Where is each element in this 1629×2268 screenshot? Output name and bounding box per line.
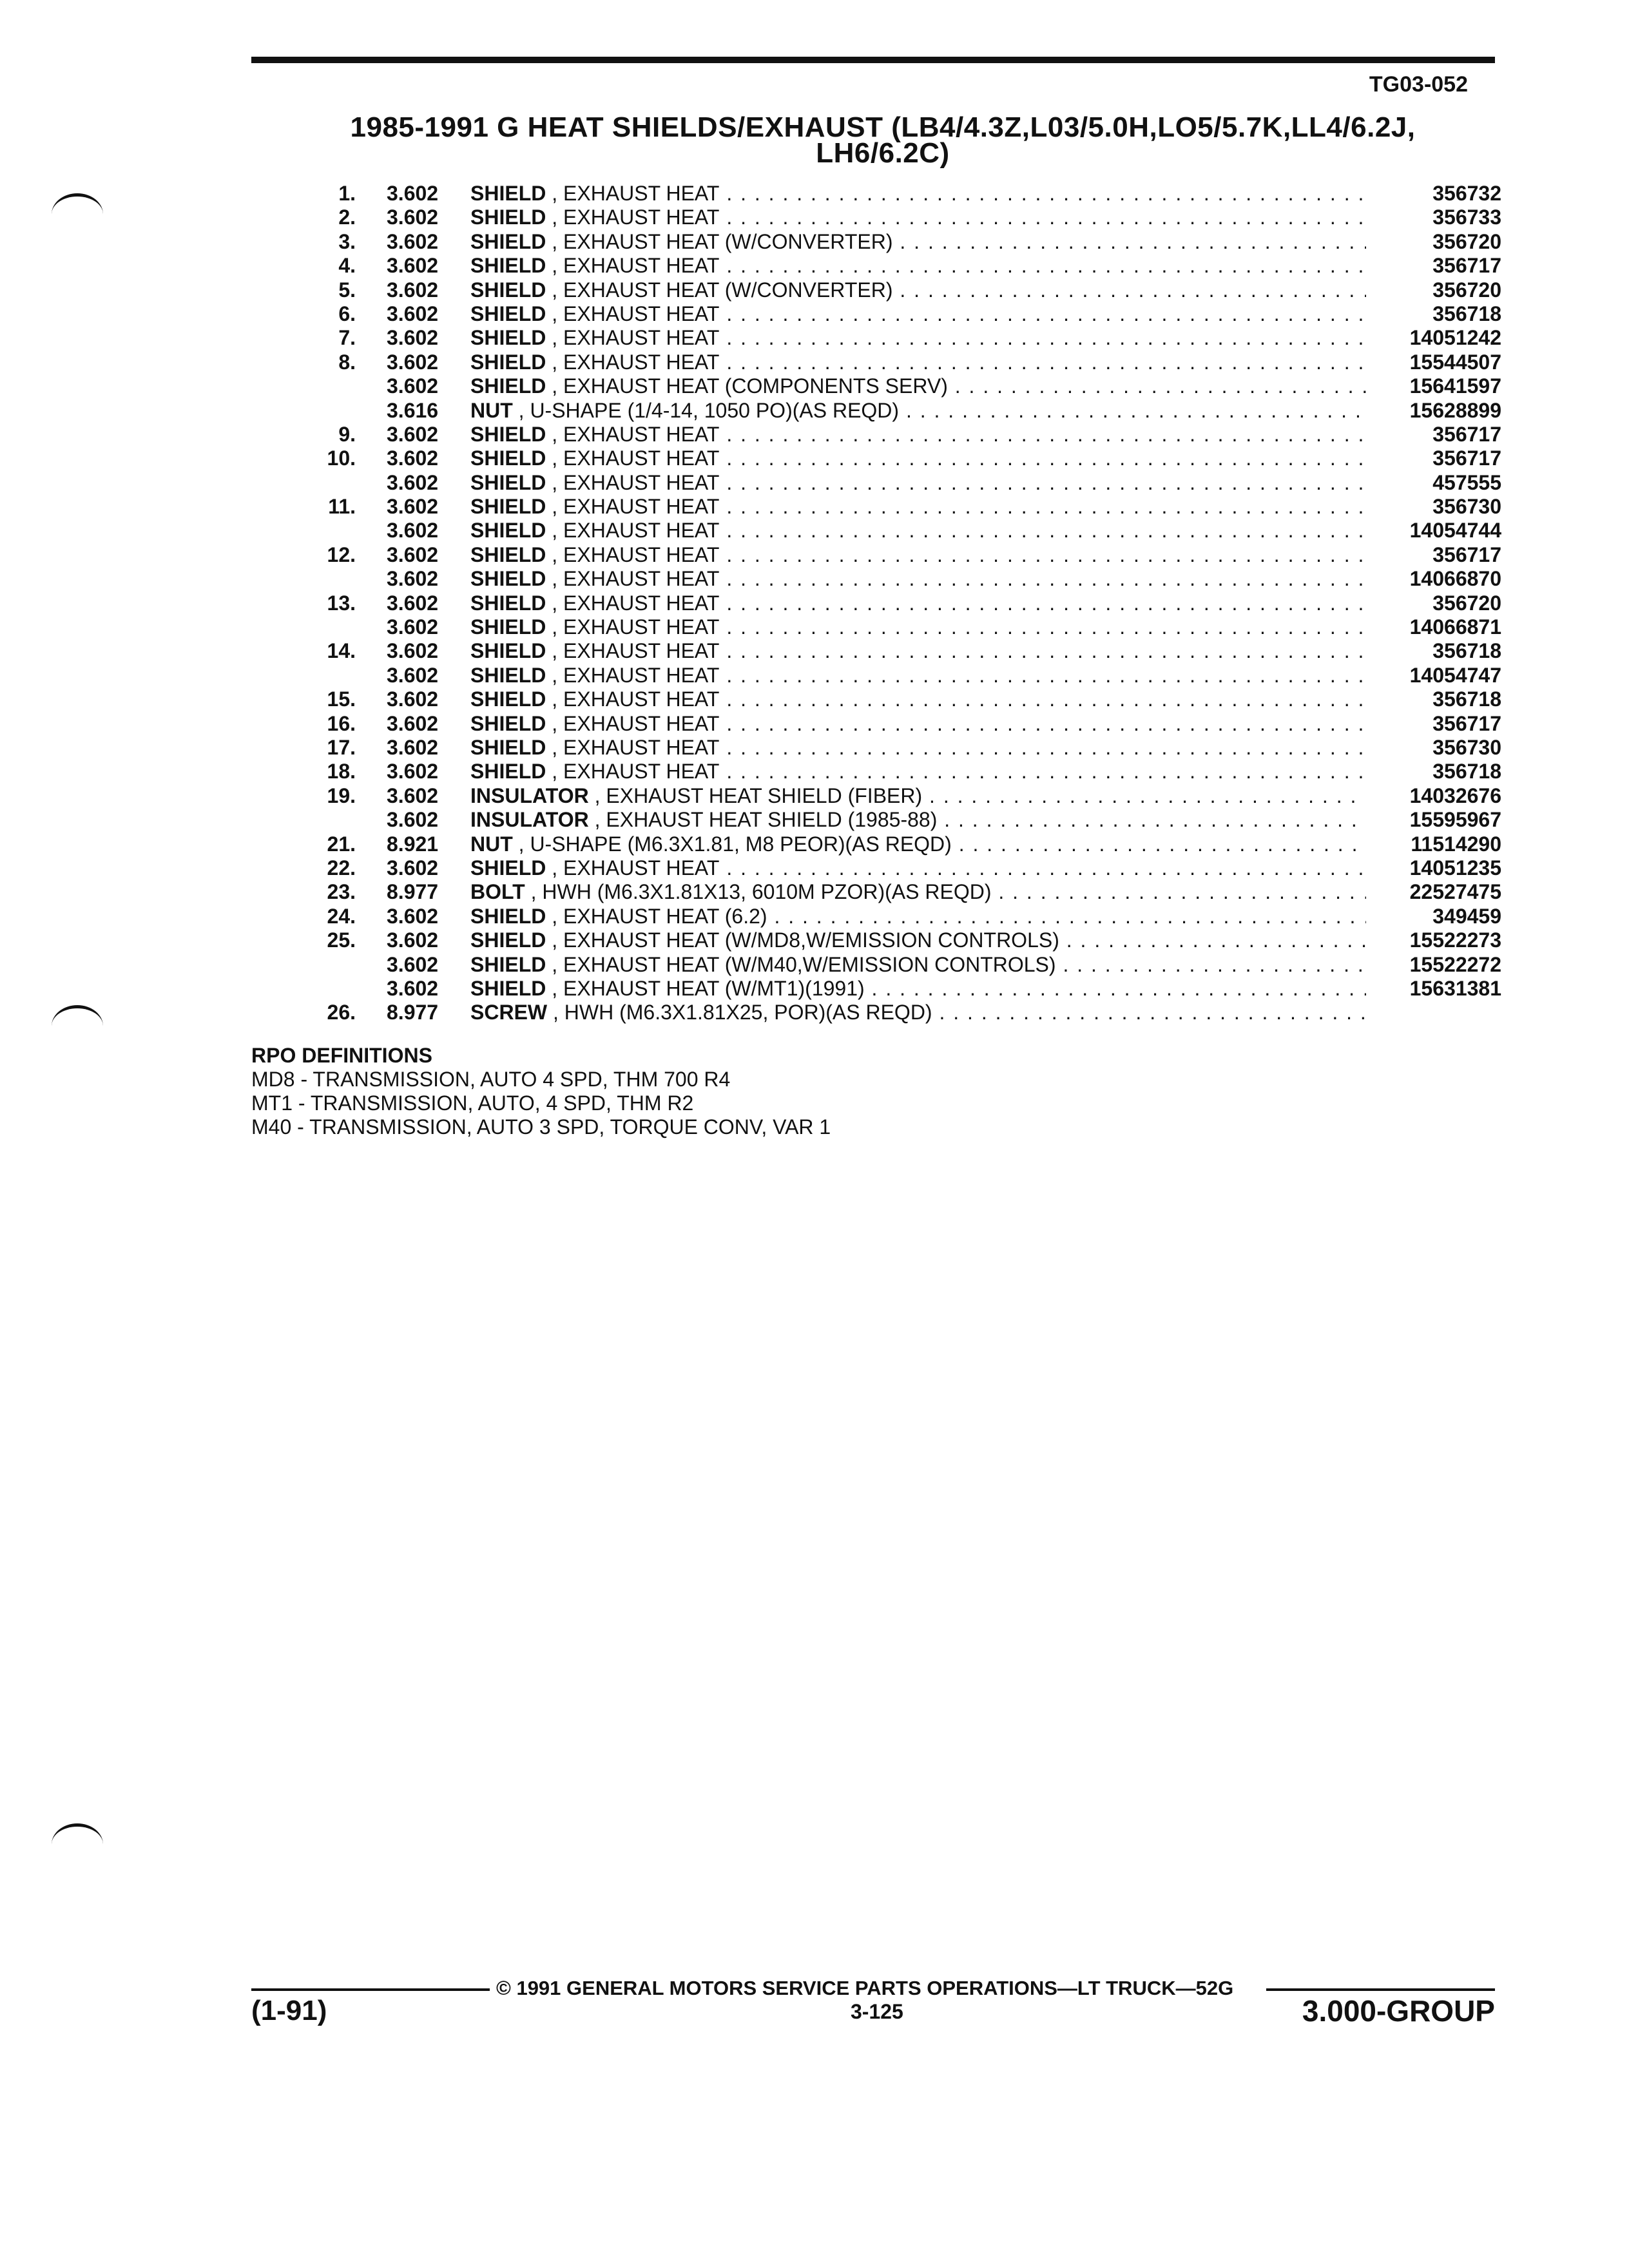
part-row: [316, 856, 1501, 880]
part-description: [470, 639, 1366, 663]
part-description: [470, 254, 1366, 278]
margin-mark: [52, 1823, 103, 1865]
part-row: [316, 784, 1501, 808]
part-detail: , EXHAUST HEAT: [552, 254, 720, 278]
part-name: SHIELD: [470, 519, 546, 543]
group-number: 3.602: [387, 182, 439, 205]
part-description: [470, 374, 1366, 398]
item-number: 16.: [327, 711, 356, 735]
item-number: 5.: [338, 278, 356, 302]
group-number: 3.602: [387, 808, 439, 832]
part-row: [316, 615, 1501, 639]
part-row: [316, 928, 1501, 952]
page-number: 3-125: [851, 2000, 903, 2023]
part-number: 15628899: [1409, 398, 1501, 422]
part-detail: , EXHAUST HEAT (W/M40,W/EMISSION CONTROLS): [552, 952, 1056, 976]
part-description: [470, 760, 1366, 783]
part-number: 356718: [1432, 760, 1501, 783]
part-description: [470, 278, 1366, 302]
part-row: [316, 808, 1501, 832]
part-description: [470, 351, 1366, 374]
top-rule: [251, 57, 1495, 63]
item-number: 18.: [327, 760, 356, 783]
group-number: 3.602: [387, 928, 439, 952]
part-name: SHIELD: [470, 711, 546, 735]
group-number: 3.602: [387, 760, 439, 783]
revision-date: (1-91): [251, 1995, 327, 2026]
group-number: 3.602: [387, 952, 439, 976]
item-number: 7.: [338, 326, 356, 350]
part-detail: , EXHAUST HEAT SHIELD (FIBER): [594, 783, 923, 807]
rpo-definitions: [251, 1044, 831, 1139]
footer-rule-right: [1266, 1988, 1495, 1991]
part-row: [316, 760, 1501, 783]
item-number: 23.: [327, 880, 356, 904]
part-detail: , EXHAUST HEAT: [552, 519, 720, 543]
part-detail: , EXHAUST HEAT (W/MD8,W/EMISSION CONTROLS): [552, 928, 1059, 952]
group-number: 3.602: [387, 326, 439, 350]
group-number: 3.602: [387, 206, 439, 229]
part-name: SHIELD: [470, 952, 546, 976]
part-number: 457555: [1432, 470, 1501, 494]
item-number: 25.: [327, 928, 356, 952]
part-row: [316, 423, 1501, 447]
item-number: 22.: [327, 856, 356, 879]
part-row: [316, 977, 1501, 1001]
item-number: 26.: [327, 1001, 356, 1024]
part-description: [470, 495, 1366, 519]
group-number: 3.602: [387, 254, 439, 278]
part-description: [470, 712, 1366, 736]
part-description: [470, 880, 1366, 904]
group-number: 3.602: [387, 591, 439, 615]
part-name: SHIELD: [470, 639, 546, 663]
part-description: [470, 447, 1366, 470]
item-number: 4.: [338, 254, 356, 278]
part-name: SHIELD: [470, 543, 546, 566]
part-name: SHIELD: [470, 182, 546, 205]
part-name: SHIELD: [470, 976, 546, 1000]
part-detail: , EXHAUST HEAT: [552, 495, 720, 519]
part-description: [470, 736, 1366, 760]
part-number: 356730: [1432, 495, 1501, 519]
part-description: [470, 591, 1366, 615]
item-number: 17.: [327, 735, 356, 759]
part-description: [470, 519, 1366, 543]
group-number: 3.602: [387, 976, 439, 1000]
part-description: [470, 856, 1366, 880]
part-detail: , HWH (M6.3X1.81X13, 6010M PZOR)(AS REQD): [530, 880, 992, 904]
part-row: [316, 567, 1501, 591]
part-row: [316, 712, 1501, 736]
part-name: SHIELD: [470, 663, 546, 687]
part-description: [470, 1001, 1366, 1024]
part-name: SHIELD: [470, 687, 546, 711]
part-number: 356717: [1432, 543, 1501, 566]
part-detail: , EXHAUST HEAT: [552, 206, 720, 229]
part-detail: , EXHAUST HEAT (W/MT1)(1991): [552, 976, 865, 1000]
part-row: [316, 230, 1501, 254]
part-name: NUT: [470, 398, 513, 422]
part-detail: , EXHAUST HEAT (COMPONENTS SERV): [552, 374, 948, 398]
part-name: SHIELD: [470, 447, 546, 470]
part-row: [316, 519, 1501, 543]
group-number: 3.602: [387, 711, 439, 735]
part-name: SHIELD: [470, 470, 546, 494]
part-row: [316, 687, 1501, 711]
footer-rule-left: [251, 1988, 490, 1991]
part-detail: , EXHAUST HEAT SHIELD (1985-88): [594, 808, 938, 832]
group-number: 3.602: [387, 856, 439, 879]
group-number: 3.602: [387, 615, 439, 639]
part-number: 22527475: [1409, 880, 1501, 904]
part-row: [316, 736, 1501, 760]
part-row: [316, 664, 1501, 687]
part-number: 356718: [1432, 302, 1501, 325]
group-number: 3.602: [387, 663, 439, 687]
part-number: 356732: [1432, 182, 1501, 205]
group-number: 3.602: [387, 904, 439, 928]
part-detail: , EXHAUST HEAT: [552, 470, 720, 494]
group-number: 3.602: [387, 687, 439, 711]
part-description: [470, 302, 1366, 326]
part-name: SHIELD: [470, 735, 546, 759]
part-detail: , EXHAUST HEAT: [552, 543, 720, 566]
rpo-definition: M40 - TRANSMISSION, AUTO 3 SPD, TORQUE CONV, VAR 1: [251, 1115, 831, 1139]
part-number: 14066871: [1409, 615, 1501, 639]
group-number: 3.602: [387, 350, 439, 374]
part-number: 14054747: [1409, 663, 1501, 687]
part-name: SHIELD: [470, 591, 546, 615]
item-number: 14.: [327, 639, 356, 663]
part-description: [470, 977, 1366, 1001]
group-number: 3.602: [387, 495, 439, 519]
group-number: 3.602: [387, 422, 439, 446]
part-number: 356718: [1432, 687, 1501, 711]
group-number: 3.602: [387, 519, 439, 543]
part-detail: , EXHAUST HEAT (6.2): [552, 904, 767, 928]
parts-list: [316, 182, 1501, 1025]
item-number: 8.: [338, 350, 356, 374]
part-number: 356720: [1432, 229, 1501, 253]
part-description: [470, 182, 1366, 206]
document-code: TG03-052: [1369, 72, 1468, 97]
part-detail: , EXHAUST HEAT: [552, 567, 720, 591]
part-row: [316, 880, 1501, 904]
part-number: 15522273: [1409, 928, 1501, 952]
part-name: SHIELD: [470, 928, 546, 952]
part-detail: , EXHAUST HEAT: [552, 591, 720, 615]
copyright-text: © 1991 GENERAL MOTORS SERVICE PARTS OPERATIONS—LT TRUCK—52G: [496, 1977, 1234, 1999]
part-name: SHIELD: [470, 206, 546, 229]
item-number: 19.: [327, 783, 356, 807]
part-row: [316, 471, 1501, 495]
part-name: INSULATOR: [470, 783, 589, 807]
margin-mark: [52, 1005, 103, 1047]
part-name: SHIELD: [470, 229, 546, 253]
part-detail: , EXHAUST HEAT: [552, 760, 720, 783]
part-number: 356717: [1432, 711, 1501, 735]
part-number: 14066870: [1409, 567, 1501, 591]
part-detail: , EXHAUST HEAT: [552, 687, 720, 711]
part-description: [470, 206, 1366, 229]
item-number: 12.: [327, 543, 356, 566]
part-detail: , EXHAUST HEAT: [552, 735, 720, 759]
part-number: 15522272: [1409, 952, 1501, 976]
group-number: 3.602: [387, 447, 439, 470]
part-detail: , U-SHAPE (M6.3X1.81, M8 PEOR)(AS REQD): [518, 832, 952, 856]
part-detail: , EXHAUST HEAT: [552, 302, 720, 325]
part-detail: , EXHAUST HEAT: [552, 615, 720, 639]
part-name: SHIELD: [470, 567, 546, 591]
part-description: [470, 953, 1366, 977]
item-number: 13.: [327, 591, 356, 615]
part-row: [316, 399, 1501, 423]
part-detail: , EXHAUST HEAT: [552, 711, 720, 735]
part-name: NUT: [470, 832, 513, 856]
part-description: [470, 471, 1366, 495]
part-row: [316, 832, 1501, 856]
part-number: 14054744: [1409, 519, 1501, 543]
part-description: [470, 615, 1366, 639]
group-number: 3.602: [387, 470, 439, 494]
part-row: [316, 182, 1501, 206]
part-detail: , U-SHAPE (1/4-14, 1050 PO)(AS REQD): [518, 398, 900, 422]
part-row: [316, 206, 1501, 229]
part-row: [316, 278, 1501, 302]
group-number: 8.977: [387, 1001, 439, 1024]
margin-mark: [52, 193, 103, 235]
group-number: 3.602: [387, 543, 439, 566]
group-number: 3.602: [387, 567, 439, 591]
part-detail: , EXHAUST HEAT: [552, 182, 720, 205]
part-number: 14051235: [1409, 856, 1501, 879]
part-detail: , EXHAUST HEAT: [552, 350, 720, 374]
page-title: [271, 111, 1495, 169]
part-name: SHIELD: [470, 760, 546, 783]
part-detail: , EXHAUST HEAT: [552, 639, 720, 663]
item-number: 6.: [338, 302, 356, 325]
part-number: 15641597: [1409, 374, 1501, 398]
part-number: 356720: [1432, 591, 1501, 615]
part-name: SHIELD: [470, 254, 546, 278]
part-number: 356720: [1432, 278, 1501, 302]
part-description: [470, 399, 1366, 423]
part-name: SHIELD: [470, 326, 546, 350]
item-number: 9.: [338, 422, 356, 446]
part-description: [470, 784, 1366, 808]
part-detail: , EXHAUST HEAT (W/CONVERTER): [552, 278, 893, 302]
item-number: 21.: [327, 832, 356, 856]
part-description: [470, 905, 1366, 928]
part-description: [470, 832, 1366, 856]
item-number: 24.: [327, 904, 356, 928]
part-name: BOLT: [470, 880, 525, 904]
group-number: 3.602: [387, 278, 439, 302]
item-number: 3.: [338, 229, 356, 253]
group-label: 3.000-GROUP: [1302, 1994, 1495, 2028]
part-row: [316, 374, 1501, 398]
part-row: [316, 591, 1501, 615]
part-name: SHIELD: [470, 350, 546, 374]
group-number: 3.602: [387, 639, 439, 663]
part-row: [316, 953, 1501, 977]
rpo-definition: MD8 - TRANSMISSION, AUTO 4 SPD, THM 700 R4: [251, 1068, 731, 1091]
part-number: 14051242: [1409, 326, 1501, 350]
group-number: 3.602: [387, 735, 439, 759]
part-name: SHIELD: [470, 374, 546, 398]
part-description: [470, 928, 1366, 952]
part-number: 356717: [1432, 254, 1501, 278]
part-number: 349459: [1432, 904, 1501, 928]
part-name: SHIELD: [470, 856, 546, 879]
part-name: SHIELD: [470, 615, 546, 639]
item-number: 11.: [328, 495, 356, 519]
part-description: [470, 230, 1366, 254]
group-number: 3.602: [387, 302, 439, 325]
group-number: 3.602: [387, 229, 439, 253]
group-number: 8.921: [387, 832, 439, 856]
part-description: [470, 664, 1366, 687]
part-number: 356730: [1432, 735, 1501, 759]
group-number: 8.977: [387, 880, 439, 904]
part-number: 356718: [1432, 639, 1501, 663]
rpo-heading: RPO DEFINITIONS: [251, 1044, 432, 1067]
part-detail: , EXHAUST HEAT (W/CONVERTER): [552, 229, 893, 253]
group-number: 3.602: [387, 783, 439, 807]
part-row: [316, 543, 1501, 567]
part-description: [470, 326, 1366, 350]
part-description: [470, 543, 1366, 567]
part-name: SCREW: [470, 1001, 548, 1024]
rpo-definition: MT1 - TRANSMISSION, AUTO, 4 SPD, THM R2: [251, 1091, 694, 1115]
item-number: 2.: [338, 206, 356, 229]
part-name: INSULATOR: [470, 808, 589, 832]
part-detail: , EXHAUST HEAT: [552, 326, 720, 350]
item-number: 1.: [338, 182, 356, 205]
part-row: [316, 495, 1501, 519]
part-number: 15595967: [1409, 808, 1501, 832]
part-row: [316, 351, 1501, 374]
part-number: 356717: [1432, 447, 1501, 470]
part-row: [316, 254, 1501, 278]
part-number: 356733: [1432, 206, 1501, 229]
part-row: [316, 326, 1501, 350]
part-name: SHIELD: [470, 278, 546, 302]
part-number: 14032676: [1409, 783, 1501, 807]
part-description: [470, 567, 1366, 591]
item-number: 10.: [327, 447, 356, 470]
title-line-1: 1985-1991 G HEAT SHIELDS/EXHAUST (LB4/4.3Z,L03/5.0H,LO5/5.7K,LL4/6.2J,: [350, 111, 1416, 143]
part-detail: , EXHAUST HEAT: [552, 663, 720, 687]
part-number: 15544507: [1409, 350, 1501, 374]
part-number: 15631381: [1409, 976, 1501, 1000]
item-number: 15.: [327, 687, 356, 711]
part-detail: , HWH (M6.3X1.81X25, POR)(AS REQD): [553, 1001, 932, 1024]
part-row: [316, 905, 1501, 928]
part-row: [316, 447, 1501, 470]
part-name: SHIELD: [470, 302, 546, 325]
part-number: 11514290: [1411, 832, 1501, 856]
group-number: 3.602: [387, 374, 439, 398]
part-detail: , EXHAUST HEAT: [552, 447, 720, 470]
part-name: SHIELD: [470, 904, 546, 928]
part-description: [470, 808, 1366, 832]
part-row: [316, 302, 1501, 326]
part-name: SHIELD: [470, 422, 546, 446]
part-detail: , EXHAUST HEAT: [552, 422, 720, 446]
part-row: [316, 1001, 1501, 1024]
group-number: 3.616: [387, 398, 439, 422]
part-number: 356717: [1432, 422, 1501, 446]
part-description: [470, 687, 1366, 711]
title-line-2: LH6/6.2C): [816, 137, 950, 169]
part-detail: , EXHAUST HEAT: [552, 856, 720, 879]
part-row: [316, 639, 1501, 663]
part-description: [470, 423, 1366, 447]
part-name: SHIELD: [470, 495, 546, 519]
